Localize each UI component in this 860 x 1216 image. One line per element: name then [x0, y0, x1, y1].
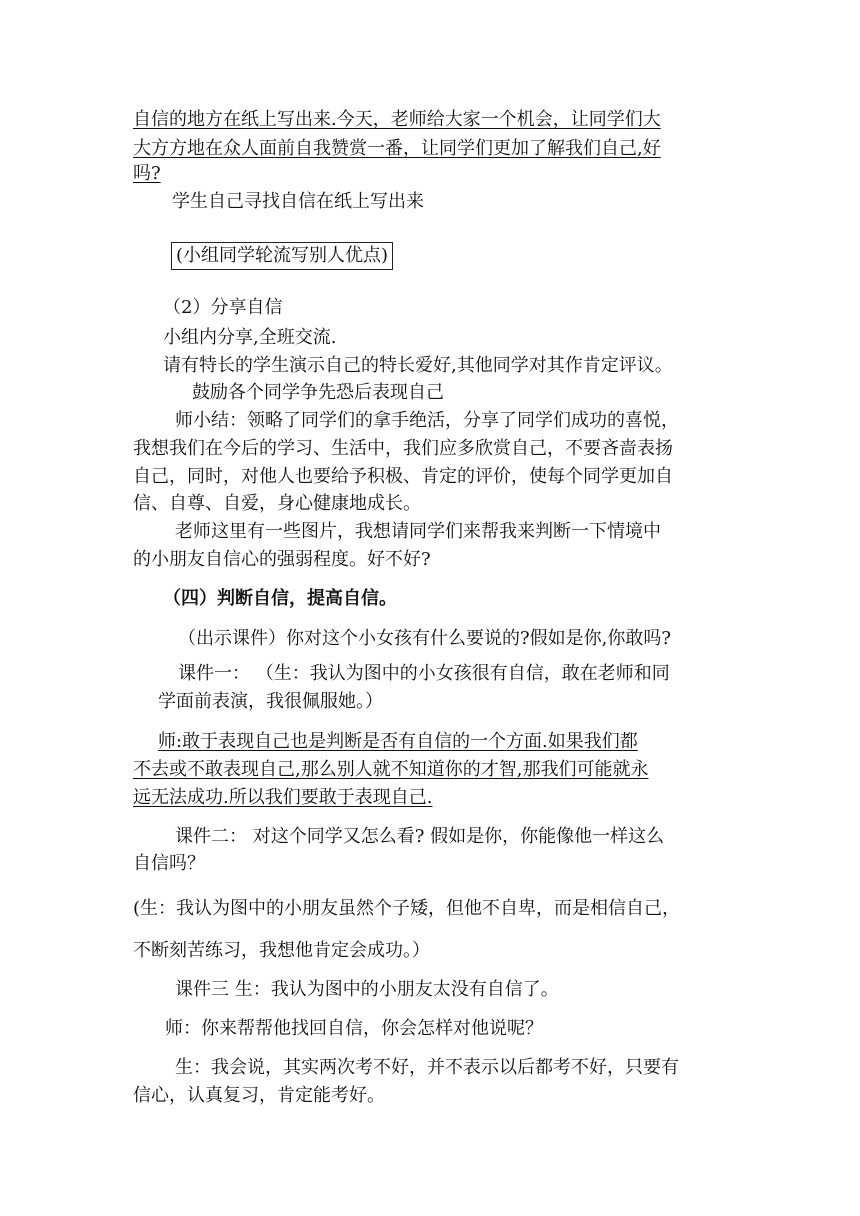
paragraph-line: 不断刻苦练习，我想他肯定会成功。）	[133, 940, 430, 961]
paragraph-line: 学生自己寻找自信在纸上写出来	[172, 191, 424, 212]
paragraph-line: 老师这里有一些图片，我想请同学们来帮我来判断一下情境中	[175, 521, 661, 542]
paragraph-line: 我想我们在今后的学习、生活中，我们应多欣赏自己，不要吝啬表扬	[133, 438, 673, 459]
paragraph-line: 小组内分享,全班交流.	[163, 327, 337, 348]
paragraph-line: 吗?	[133, 163, 161, 184]
paragraph-line: 请有特长的学生演示自己的特长爱好,其他同学对其作肯定评议。	[163, 355, 673, 376]
section-heading: （2）分享自信	[163, 297, 283, 318]
paragraph-line: 师：你来帮帮他找回自信，你会怎样对他说呢？	[165, 1018, 543, 1039]
paragraph-line: 师小结：领略了同学们的拿手绝活，分享了同学们成功的喜悦，	[175, 410, 679, 431]
paragraph-line: 鼓励各个同学争先恐后表现自己	[192, 382, 444, 403]
paragraph-line: (生：我认为图中的小朋友虽然个子矮，但他不自卑，而是相信自己，	[133, 898, 681, 919]
paragraph-line: 自信的地方在纸上写出来.今天，老师给大家一个机会，让同学们大	[133, 109, 661, 130]
paragraph-line: 不去或不敢表现自己,那么别人就不知道你的才智,那我们可能就永	[133, 759, 649, 780]
boxed-note: (小组同学轮流写别人优点)	[171, 242, 393, 270]
paragraph-line: 课件三 生：我认为图中的小朋友太没有自信了。	[175, 979, 559, 1000]
paragraph-line: 大方方地在众人面前自我赞赏一番，让同学们更加了解我们自己,好	[133, 138, 661, 159]
paragraph-line: 信、自尊、自爱，身心健康地成长。	[133, 493, 421, 514]
paragraph-line: 课件一： （生：我认为图中的小女孩很有自信，敢在老师和同	[178, 663, 670, 684]
paragraph-line: （出示课件）你对这个小女孩有什么要说的?假如是你,你敢吗?	[178, 628, 672, 649]
paragraph-line: 自信吗？	[133, 853, 205, 874]
paragraph-line: 的小朋友自信心的强弱程度。好不好?	[133, 549, 431, 570]
paragraph-line: 生：我会说，其实两次考不好，并不表示以后都考不好，只要有	[175, 1057, 679, 1078]
paragraph-line: 课件二： 对这个同学又怎么看? 假如是你，你能像他一样这么	[175, 826, 665, 847]
paragraph-line: 远无法成功.所以我们要敢于表现自己.	[133, 787, 433, 808]
paragraph-line: 信心，认真复习，肯定能考好。	[133, 1085, 385, 1106]
paragraph-line: 师:敢于表现自己也是判断是否有自信的一个方面.如果我们都	[158, 731, 638, 752]
paragraph-line: 学面前表演，我很佩服她。）	[158, 691, 383, 712]
paragraph-line: 自己，同时，对他人也要给予积极、肯定的评价，使每个同学更加自	[133, 466, 673, 487]
section-heading: （四）判断自信，提高自信。	[163, 588, 397, 609]
